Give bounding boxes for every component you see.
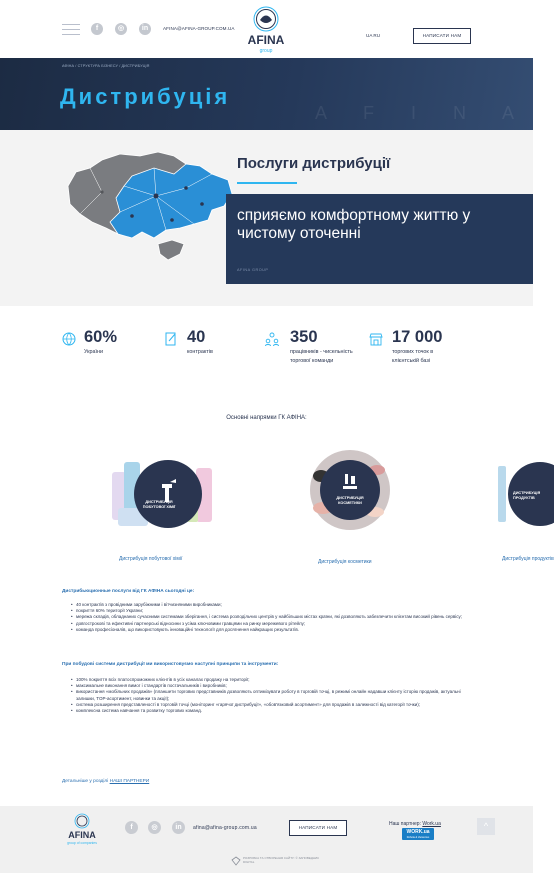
credit-text: РОЗРОБКА ТА СТВОРЕННЯ САЙТУ: © ЗАПОВЕДНИК DIGITAL: [243, 856, 319, 864]
afina-logo[interactable]: [235, 4, 297, 54]
stat-value: 17 000: [392, 328, 443, 346]
list-item: • система розширення представленості в торговій точці (моніторинг «гарячої дистрибуції», «обов'язковий асортимент» для продажів в залежності від категорії точки);: [72, 702, 462, 708]
title-underline: [237, 182, 297, 184]
footer-logo-sub: group of companies: [67, 841, 97, 845]
header-email-link[interactable]: AFINA@AFINA-GROUP.COM.UA: [163, 26, 235, 31]
team-icon: [265, 332, 279, 346]
hero-banner: [0, 58, 533, 130]
partner-prefix: Наш партнер:: [389, 821, 421, 827]
page-title: Дистрибуція: [60, 84, 231, 109]
language-switch[interactable]: UA RU: [366, 33, 381, 38]
list-item: • комплексна система навчання та розвитку торгових команд.: [72, 708, 462, 714]
slogan-text: сприяємо комфортному життю у чистому оточенні: [237, 207, 471, 242]
footer-logo[interactable]: [60, 812, 104, 846]
products-caption: ДИСТРИБУЦІЯ ПРОДУКТІВ: [513, 491, 541, 500]
work-ua-text: WORK.ua: [406, 829, 430, 835]
stat-label: України: [84, 349, 104, 355]
list-item: • команда професіоналів, що використовують інноваційні технології для досягнення найкращих результатів.: [72, 627, 462, 633]
hero-watermark: A F I N A: [315, 103, 531, 123]
stat-label: контрактів: [187, 349, 213, 355]
stat-label: працівників - чисельність торгової команди: [290, 349, 353, 364]
services-list: [72, 602, 462, 633]
services-title: Послуги дистрибуції: [237, 155, 391, 172]
developer-logo-icon: [231, 856, 241, 866]
partner-link[interactable]: Work.ua: [422, 821, 441, 827]
stat-label: торгових точок в клієнтській базі: [392, 349, 434, 364]
cosmetics-caption: ДИСТРИБУЦІЯ КОСМЕТИКИ: [336, 496, 364, 505]
more-prefix: Детальніше у розділі: [62, 779, 109, 784]
globe-icon: [62, 332, 76, 346]
facebook-icon[interactable]: f: [91, 23, 103, 35]
developer-credit[interactable]: [231, 856, 321, 866]
instagram-icon[interactable]: ◎: [115, 23, 127, 35]
stat-value: 350: [290, 328, 318, 346]
principles-list: [72, 677, 462, 714]
linkedin-icon[interactable]: in: [139, 23, 151, 35]
list-item: • 100% покриття всіх платоспроможних клієнтів в усіх каналах продажу на території;: [72, 677, 462, 683]
linkedin-icon[interactable]: in: [172, 821, 185, 834]
list-item: • максимальне виконання вимог і стандартів постачальників і виробників;: [72, 683, 462, 689]
footer-write-us-button[interactable]: НАПИСАТИ НАМ: [289, 820, 347, 836]
stat-value: 60%: [84, 328, 118, 346]
list-item: • довгострокові та ефективні партнерські відносини з усіма ключовими гравцями на ринку мережевого рітейлу;: [72, 621, 462, 627]
cosmetics-link[interactable]: Дистрибуція косметики: [318, 559, 372, 565]
breadcrumb[interactable]: АФІНА / СТРУКТУРА БІЗНЕСУ / ДИСТРИБУЦІЯ: [62, 64, 150, 68]
household-chemicals-image[interactable]: [110, 452, 215, 532]
store-icon: [369, 332, 383, 346]
slogan-caption: AFINA GROUP: [237, 268, 269, 272]
partners-link[interactable]: НАШІ ПАРТНЕРИ: [109, 779, 150, 784]
contract-icon: [164, 332, 178, 346]
footer-logo-text: AFINA: [68, 830, 96, 840]
write-us-button[interactable]: НАПИСАТИ НАМ: [413, 28, 471, 44]
work-ua-logo[interactable]: [402, 828, 434, 840]
footer-email-link[interactable]: afina@afina-group.com.ua: [193, 825, 257, 831]
scroll-to-top-button[interactable]: ^: [477, 818, 495, 835]
list-item: • покриття 60% території України;: [72, 608, 462, 614]
household-chemicals-link[interactable]: Дистрибуція побутової хімії: [119, 556, 183, 562]
work-ua-sub: Robota & Vacancies: [406, 836, 430, 839]
list-item: • мережа складів, обладнаних сучасними системами зберігання, і система розподільчих центрів у найбільших містах країни, які дозволяють забезпечити клієнтам високий рівень сервісу;: [72, 614, 462, 620]
content-heading: При побудові системи дистрибуції ми використовуємо наступні принципи та інструменти:: [62, 662, 279, 667]
cosmetics-image[interactable]: [305, 448, 395, 534]
logo-text: AFINA: [247, 33, 285, 47]
stat-value: 40: [187, 328, 206, 346]
household-chemicals-caption: ДИСТРИБУЦІЯ ПОБУТОВОЇ ХІМІЇ: [142, 500, 176, 509]
products-link[interactable]: Дистрибуція продуктів: [502, 556, 554, 562]
ukraine-map: [62, 146, 234, 266]
logo-sub: group: [259, 48, 273, 54]
list-item: • використання «мобільних продажів» (планшети торгових представників дозволяють оптимізувати роботу в торговій точці, в режимі онлайн надавши клієнту історію продажів, актуальні залишки, TOP-асортимент, новинки та акції);: [72, 689, 462, 701]
content-heading: Дистрибьюционные послуги від ГК АФІНА сьогодні це:: [62, 589, 195, 594]
directions-title: Основні напрямки ГК АФІНА:: [226, 415, 307, 421]
facebook-icon[interactable]: f: [125, 821, 138, 834]
menu-icon[interactable]: [62, 24, 80, 34]
list-item: • 40 контрактів з провідними зарубіжними і вітчизняними виробниками;: [72, 602, 462, 608]
more-details: [62, 779, 149, 784]
partner-text: [389, 821, 441, 827]
instagram-icon[interactable]: ◎: [148, 821, 161, 834]
